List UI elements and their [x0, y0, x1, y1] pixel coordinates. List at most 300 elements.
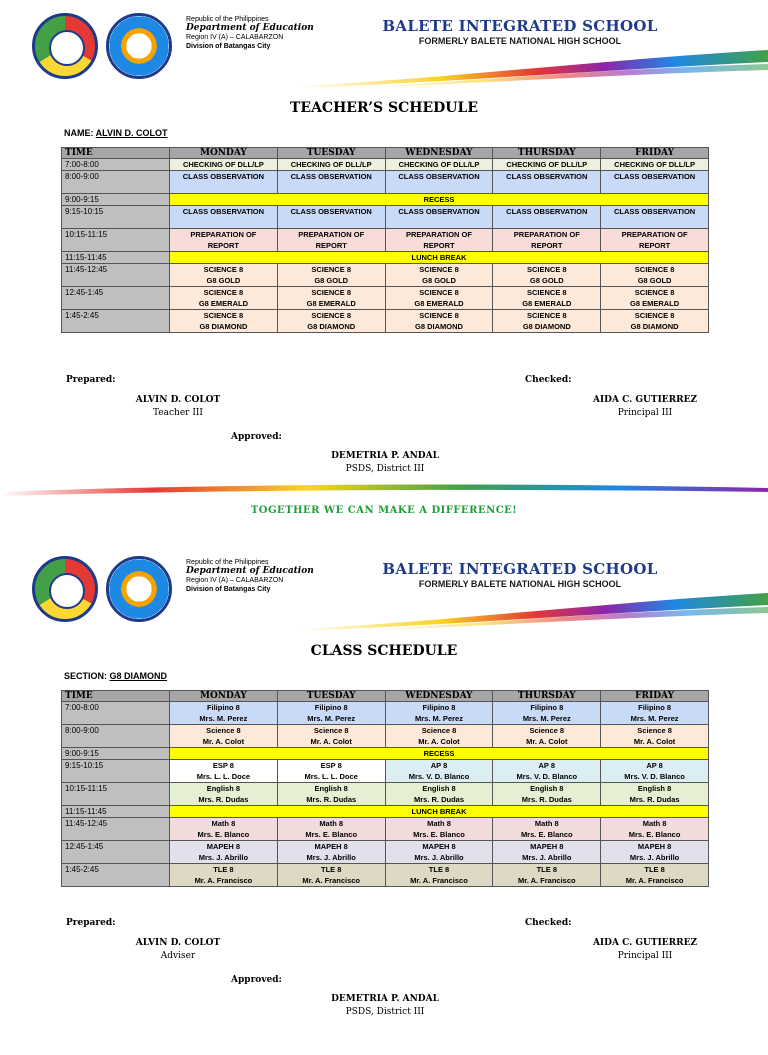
- cell-line: G8 DIAMOND: [307, 322, 356, 331]
- cell-line: ESP 8: [320, 761, 342, 770]
- schedule-cell: [277, 264, 385, 287]
- time-cell: 8:00-9:00: [62, 725, 170, 748]
- cell-line: G8 DIAMOND: [522, 322, 571, 331]
- time-cell: 11:45-12:45: [62, 264, 170, 287]
- schedule-cell: [493, 702, 601, 725]
- cell-line: Science 8: [421, 726, 457, 735]
- approved-name: DEMETRIA P. ANDAL: [331, 994, 439, 1004]
- schedule-cell: [385, 841, 493, 864]
- schedule-cell: [277, 760, 385, 783]
- cell-line: G8 GOLD: [637, 276, 672, 285]
- cell-line: English 8: [314, 784, 348, 793]
- cell-line: English 8: [206, 784, 241, 793]
- schedule-cell: [170, 760, 278, 783]
- time-header: TIME: [62, 691, 170, 702]
- cell-line: Math 8: [642, 819, 667, 828]
- class-schedule-page: [0, 543, 768, 1055]
- table-row: [62, 229, 709, 252]
- cell-line: CLASS OBSERVATION: [182, 207, 265, 216]
- schedule-cell: [385, 206, 493, 229]
- time-cell: 8:00-9:00: [62, 171, 170, 194]
- table-row: [62, 841, 709, 864]
- cell-line: AP 8: [430, 761, 448, 770]
- cell-line: PREPARATION OF: [406, 230, 472, 239]
- cell-line: REPORT: [315, 241, 347, 250]
- cell-line: CHECKING OF DLL/LP: [290, 160, 372, 169]
- cell-line: Mrs. M. Perez: [307, 714, 356, 723]
- cell-line: CLASS OBSERVATION: [182, 172, 265, 181]
- schedule-cell: [385, 783, 493, 806]
- cell-line: SCIENCE 8: [634, 265, 675, 274]
- schedule-cell: [601, 171, 709, 194]
- approved-role: PSDS, District III: [345, 1007, 425, 1017]
- schedule-cell: [385, 818, 493, 841]
- cell-line: Mrs. M. Perez: [630, 714, 679, 723]
- schedule-cell: [277, 287, 385, 310]
- prepared-role: Adviser: [160, 951, 196, 961]
- schedule-cell: [493, 841, 601, 864]
- page-title: CLASS SCHEDULE: [310, 643, 458, 659]
- schedule-cell: [493, 229, 601, 252]
- schedule-cell: [493, 264, 601, 287]
- schedule-cell: [493, 310, 601, 333]
- schedule-cell: [601, 206, 709, 229]
- schedule-cell: [493, 171, 601, 194]
- schedule-cell: [170, 702, 278, 725]
- break-cell: LUNCH BREAK: [170, 252, 709, 264]
- table-row: [62, 159, 709, 171]
- approved-name: DEMETRIA P. ANDAL: [331, 451, 439, 461]
- cell-line: English 8: [637, 784, 672, 793]
- prepared-label: Prepared:: [66, 375, 116, 385]
- cell-line: English 8: [530, 784, 564, 793]
- schedule-cell: [601, 760, 709, 783]
- cell-line: CLASS OBSERVATION: [506, 207, 588, 216]
- schedule-cell: [170, 206, 278, 229]
- cell-line: TLE 8: [536, 865, 557, 874]
- schedule-cell: [601, 287, 709, 310]
- region-text: Region IV (A) – CALABARZON: [186, 577, 284, 584]
- division-seal-logo: [32, 556, 98, 622]
- schedule-cell: [277, 206, 385, 229]
- time-cell: 9:00-9:15: [62, 194, 170, 206]
- cell-line: ESP 8: [212, 761, 234, 770]
- cell-line: Mrs. V. D. Blanco: [516, 772, 578, 781]
- cell-line: Mrs. J. Abrillo: [198, 853, 249, 862]
- cell-line: SCIENCE 8: [203, 265, 244, 274]
- approved-label: Approved:: [231, 432, 282, 442]
- deped-letterhead: [186, 558, 314, 594]
- division-text: Division of Batangas City: [186, 586, 271, 593]
- cell-line: G8 EMERALD: [414, 299, 464, 308]
- table-row: [62, 864, 709, 887]
- schedule-cell: [170, 310, 278, 333]
- cell-line: Mrs. M. Perez: [522, 714, 571, 723]
- cell-line: Mr. A. Francisco: [194, 876, 253, 885]
- cell-line: G8 EMERALD: [522, 299, 572, 308]
- schedule-cell: [601, 264, 709, 287]
- school-former-name: FORMERLY BALETE NATIONAL HIGH SCHOOL: [418, 579, 622, 589]
- schedule-cell: [493, 206, 601, 229]
- schedule-cell: [601, 702, 709, 725]
- cell-line: Mr. A. Colot: [310, 737, 352, 746]
- schedule-cell: [170, 229, 278, 252]
- department-text: Department of Education: [186, 23, 314, 33]
- cell-line: MAPEH 8: [530, 842, 564, 851]
- teacher-schedule-table: [61, 147, 709, 333]
- region-text: Region IV (A) – CALABARZON: [186, 34, 284, 41]
- day-header: WEDNESDAY: [385, 691, 493, 702]
- cell-line: Mrs. R. Dudas: [413, 795, 464, 804]
- time-cell: 12:45-1:45: [62, 287, 170, 310]
- schedule-cell: [170, 841, 278, 864]
- table-row: [62, 264, 709, 287]
- schedule-cell: [493, 287, 601, 310]
- schedule-cell: [601, 864, 709, 887]
- schedule-cell: [277, 159, 385, 171]
- schedule-cell: [601, 159, 709, 171]
- cell-line: Mrs. L. L. Doce: [196, 772, 251, 781]
- cell-line: Mrs. L. L. Doce: [304, 772, 358, 781]
- cell-line: SCIENCE 8: [311, 311, 351, 320]
- cell-line: TLE 8: [644, 865, 665, 874]
- cell-line: MAPEH 8: [206, 842, 241, 851]
- rainbow-swoosh-decoration: [300, 591, 768, 631]
- division-seal-logo: [32, 13, 98, 79]
- checked-name: AIDA C. GUTIERREZ: [592, 938, 698, 948]
- schedule-cell: [493, 864, 601, 887]
- schedule-cell: [493, 783, 601, 806]
- cell-line: Math 8: [211, 819, 236, 828]
- cell-line: G8 DIAMOND: [415, 322, 463, 331]
- cell-line: Mrs. E. Blanco: [413, 830, 465, 839]
- cell-line: TLE 8: [320, 865, 342, 874]
- cell-line: CLASS OBSERVATION: [506, 172, 588, 181]
- cell-line: G8 DIAMOND: [199, 322, 248, 331]
- day-header: WEDNESDAY: [385, 148, 493, 159]
- cell-line: Mrs. M. Perez: [415, 714, 463, 723]
- break-cell: RECESS: [170, 748, 709, 760]
- cell-line: Mr. A. Francisco: [302, 876, 361, 885]
- schedule-cell: [601, 841, 709, 864]
- checked-label: Checked:: [525, 375, 572, 385]
- cell-line: SCIENCE 8: [634, 288, 675, 297]
- time-cell: 9:00-9:15: [62, 748, 170, 760]
- cell-line: Mrs. J. Abrillo: [522, 853, 572, 862]
- cell-line: SCIENCE 8: [419, 288, 459, 297]
- school-seal-logo: [106, 13, 172, 79]
- cell-line: G8 GOLD: [314, 276, 349, 285]
- schedule-cell: [493, 725, 601, 748]
- day-header: THURSDAY: [493, 691, 601, 702]
- cell-line: G8 DIAMOND: [630, 322, 679, 331]
- cell-line: SCIENCE 8: [311, 265, 351, 274]
- cell-line: SCIENCE 8: [526, 265, 567, 274]
- prepared-label: Prepared:: [66, 918, 116, 928]
- teacher-name-line: [64, 128, 168, 138]
- table-header-row: [62, 691, 709, 702]
- checked-label: Checked:: [525, 918, 572, 928]
- table-row: [62, 171, 709, 194]
- schedule-cell: [170, 725, 278, 748]
- cell-line: CHECKING OF DLL/LP: [506, 160, 588, 169]
- cell-line: REPORT: [638, 241, 671, 250]
- cell-line: Mrs. E. Blanco: [628, 830, 681, 839]
- cell-line: SCIENCE 8: [526, 311, 567, 320]
- cell-line: Mrs. R. Dudas: [629, 795, 680, 804]
- cell-line: G8 GOLD: [529, 276, 564, 285]
- cell-line: Filipino 8: [422, 703, 456, 712]
- cell-line: Math 8: [319, 819, 344, 828]
- table-row: [62, 310, 709, 333]
- schedule-cell: [277, 783, 385, 806]
- time-cell: 1:45-2:45: [62, 864, 170, 887]
- cell-line: Mr. A. Francisco: [517, 876, 576, 885]
- cell-line: G8 GOLD: [206, 276, 241, 285]
- schedule-cell: [385, 702, 493, 725]
- cell-line: Mrs. E. Blanco: [197, 830, 250, 839]
- cell-line: SCIENCE 8: [634, 311, 675, 320]
- cell-line: CLASS OBSERVATION: [613, 172, 696, 181]
- cell-line: Mrs. J. Abrillo: [306, 853, 356, 862]
- cell-line: TLE 8: [213, 865, 234, 874]
- cell-line: Math 8: [534, 819, 559, 828]
- time-cell: 12:45-1:45: [62, 841, 170, 864]
- cell-line: AP 8: [646, 761, 663, 770]
- cell-line: CLASS OBSERVATION: [398, 207, 480, 216]
- school-seal-logo: [106, 556, 172, 622]
- checked-role: Principal III: [617, 951, 673, 961]
- cell-line: Mrs. E. Blanco: [520, 830, 573, 839]
- time-cell: 9:15-10:15: [62, 206, 170, 229]
- schedule-cell: [601, 818, 709, 841]
- cell-line: Math 8: [427, 819, 451, 828]
- page-title: TEACHER’S SCHEDULE: [289, 100, 478, 116]
- schedule-cell: [170, 864, 278, 887]
- cell-line: G8 EMERALD: [630, 299, 680, 308]
- cell-line: Mr. A. Colot: [202, 737, 245, 746]
- day-header: THURSDAY: [493, 148, 601, 159]
- cell-line: Science 8: [206, 726, 241, 735]
- cell-line: G8 GOLD: [422, 276, 456, 285]
- schedule-cell: [385, 171, 493, 194]
- cell-line: Filipino 8: [206, 703, 240, 712]
- teacher-schedule-page: [0, 0, 768, 516]
- cell-line: G8 EMERALD: [306, 299, 356, 308]
- table-row: [62, 783, 709, 806]
- day-header: TUESDAY: [277, 148, 385, 159]
- cell-line: SCIENCE 8: [419, 265, 459, 274]
- cell-line: Science 8: [313, 726, 349, 735]
- department-text: Department of Education: [186, 566, 314, 576]
- time-cell: 1:45-2:45: [62, 310, 170, 333]
- time-cell: 7:00-8:00: [62, 159, 170, 171]
- prepared-name: ALVIN D. COLOT: [135, 395, 221, 405]
- cell-line: Filipino 8: [530, 703, 564, 712]
- cell-line: Science 8: [637, 726, 672, 735]
- cell-line: CLASS OBSERVATION: [290, 207, 372, 216]
- cell-line: Mr. A. Colot: [633, 737, 676, 746]
- cell-line: CLASS OBSERVATION: [613, 207, 696, 216]
- schedule-cell: [277, 310, 385, 333]
- schedule-cell: [277, 818, 385, 841]
- cell-line: SCIENCE 8: [203, 288, 244, 297]
- time-cell: 11:15-11:45: [62, 806, 170, 818]
- cell-line: REPORT: [423, 241, 455, 250]
- class-schedule-table: [61, 690, 709, 887]
- day-header: FRIDAY: [601, 691, 709, 702]
- schedule-cell: [277, 171, 385, 194]
- table-row: [62, 806, 709, 818]
- cell-line: Mrs. V. D. Blanco: [408, 772, 470, 781]
- schedule-cell: [493, 818, 601, 841]
- cell-line: AP 8: [538, 761, 556, 770]
- prepared-role: Teacher III: [153, 408, 203, 418]
- approved-label: Approved:: [231, 975, 282, 985]
- school-former-name: FORMERLY BALETE NATIONAL HIGH SCHOOL: [418, 36, 622, 46]
- cell-line: PREPARATION OF: [190, 230, 257, 239]
- schedule-cell: [493, 760, 601, 783]
- table-row: [62, 206, 709, 229]
- schedule-cell: [385, 287, 493, 310]
- cell-line: SCIENCE 8: [526, 288, 567, 297]
- day-header: MONDAY: [170, 148, 278, 159]
- owner-value: ALVIN D. COLOT: [95, 128, 168, 138]
- cell-line: Mr. A. Francisco: [410, 876, 468, 885]
- time-header: TIME: [62, 148, 170, 159]
- approved-role: PSDS, District III: [345, 464, 425, 474]
- schedule-cell: [170, 783, 278, 806]
- cell-line: Science 8: [529, 726, 565, 735]
- cell-line: MAPEH 8: [314, 842, 348, 851]
- cell-line: Mr. A. Colot: [526, 737, 568, 746]
- table-row: [62, 287, 709, 310]
- checked-role: Principal III: [617, 408, 673, 418]
- time-cell: 7:00-8:00: [62, 702, 170, 725]
- rainbow-swoosh-decoration: [300, 48, 768, 88]
- cell-line: Mr. A. Francisco: [625, 876, 684, 885]
- school-tagline: TOGETHER WE CAN MAKE A DIFFERENCE!: [250, 505, 518, 516]
- table-row: [62, 702, 709, 725]
- schedule-cell: [277, 229, 385, 252]
- table-row: [62, 252, 709, 264]
- day-header: MONDAY: [170, 691, 278, 702]
- cell-line: PREPARATION OF: [298, 230, 365, 239]
- schedule-cell: [170, 171, 278, 194]
- cell-line: Mrs. R. Dudas: [521, 795, 572, 804]
- cell-line: CHECKING OF DLL/LP: [182, 160, 264, 169]
- owner-label: NAME:: [64, 128, 94, 138]
- schedule-cell: [170, 818, 278, 841]
- republic-text: Republic of the Philippines: [186, 559, 269, 566]
- schedule-cell: [170, 264, 278, 287]
- schedule-cell: [385, 760, 493, 783]
- cell-line: SCIENCE 8: [203, 311, 244, 320]
- cell-line: REPORT: [531, 241, 563, 250]
- time-cell: 10:15-11:15: [62, 783, 170, 806]
- time-cell: 11:15-11:45: [62, 252, 170, 264]
- cell-line: Mrs. J. Abrillo: [629, 853, 680, 862]
- division-text: Division of Batangas City: [186, 43, 271, 50]
- cell-line: TLE 8: [428, 865, 450, 874]
- schedule-cell: [385, 229, 493, 252]
- rainbow-band-decoration: [0, 478, 768, 500]
- cell-line: MAPEH 8: [637, 842, 672, 851]
- checked-name: AIDA C. GUTIERREZ: [592, 395, 698, 405]
- schedule-cell: [170, 159, 278, 171]
- cell-line: SCIENCE 8: [419, 311, 459, 320]
- schedule-cell: [385, 725, 493, 748]
- schedule-cell: [601, 229, 709, 252]
- cell-line: Mrs. M. Perez: [199, 714, 248, 723]
- schedule-cell: [601, 783, 709, 806]
- cell-line: Mrs. E. Blanco: [305, 830, 358, 839]
- schedule-cell: [277, 702, 385, 725]
- deped-letterhead: [186, 15, 314, 51]
- cell-line: Mrs. J. Abrillo: [414, 853, 464, 862]
- table-row: [62, 760, 709, 783]
- cell-line: CLASS OBSERVATION: [290, 172, 372, 181]
- schedule-cell: [277, 841, 385, 864]
- schedule-cell: [385, 310, 493, 333]
- schedule-cell: [385, 159, 493, 171]
- cell-line: Mrs. R. Dudas: [198, 795, 249, 804]
- cell-line: PREPARATION OF: [513, 230, 580, 239]
- schedule-cell: [170, 287, 278, 310]
- school-name: BALETE INTEGRATED SCHOOL: [382, 17, 658, 35]
- cell-line: SCIENCE 8: [311, 288, 351, 297]
- day-header: TUESDAY: [277, 691, 385, 702]
- cell-line: PREPARATION OF: [621, 230, 688, 239]
- time-cell: 9:15-10:15: [62, 760, 170, 783]
- break-cell: RECESS: [170, 194, 709, 206]
- republic-text: Republic of the Philippines: [186, 16, 269, 23]
- schedule-cell: [277, 725, 385, 748]
- schedule-cell: [601, 310, 709, 333]
- table-row: [62, 818, 709, 841]
- cell-line: Mrs. V. D. Blanco: [624, 772, 685, 781]
- cell-line: Filipino 8: [314, 703, 348, 712]
- table-row: [62, 748, 709, 760]
- cell-line: CHECKING OF DLL/LP: [398, 160, 480, 169]
- day-header: FRIDAY: [601, 148, 709, 159]
- schedule-cell: [601, 725, 709, 748]
- table-row: [62, 194, 709, 206]
- table-header-row: [62, 148, 709, 159]
- schedule-cell: [493, 159, 601, 171]
- cell-line: Mrs. R. Dudas: [306, 795, 357, 804]
- schedule-cell: [277, 864, 385, 887]
- cell-line: CHECKING OF DLL/LP: [614, 160, 696, 169]
- break-cell: LUNCH BREAK: [170, 806, 709, 818]
- prepared-name: ALVIN D. COLOT: [135, 938, 221, 948]
- section-line: [64, 671, 167, 681]
- time-cell: 10:15-11:15: [62, 229, 170, 252]
- cell-line: MAPEH 8: [422, 842, 456, 851]
- schedule-cell: [385, 864, 493, 887]
- owner-label: SECTION:: [64, 671, 108, 681]
- cell-line: Mr. A. Colot: [418, 737, 460, 746]
- cell-line: English 8: [422, 784, 456, 793]
- schedule-cell: [385, 264, 493, 287]
- school-name: BALETE INTEGRATED SCHOOL: [382, 560, 658, 578]
- time-cell: 11:45-12:45: [62, 818, 170, 841]
- owner-value: G8 DIAMOND: [109, 671, 168, 681]
- table-row: [62, 725, 709, 748]
- cell-line: CLASS OBSERVATION: [398, 172, 480, 181]
- cell-line: Filipino 8: [638, 703, 672, 712]
- cell-line: REPORT: [207, 241, 240, 250]
